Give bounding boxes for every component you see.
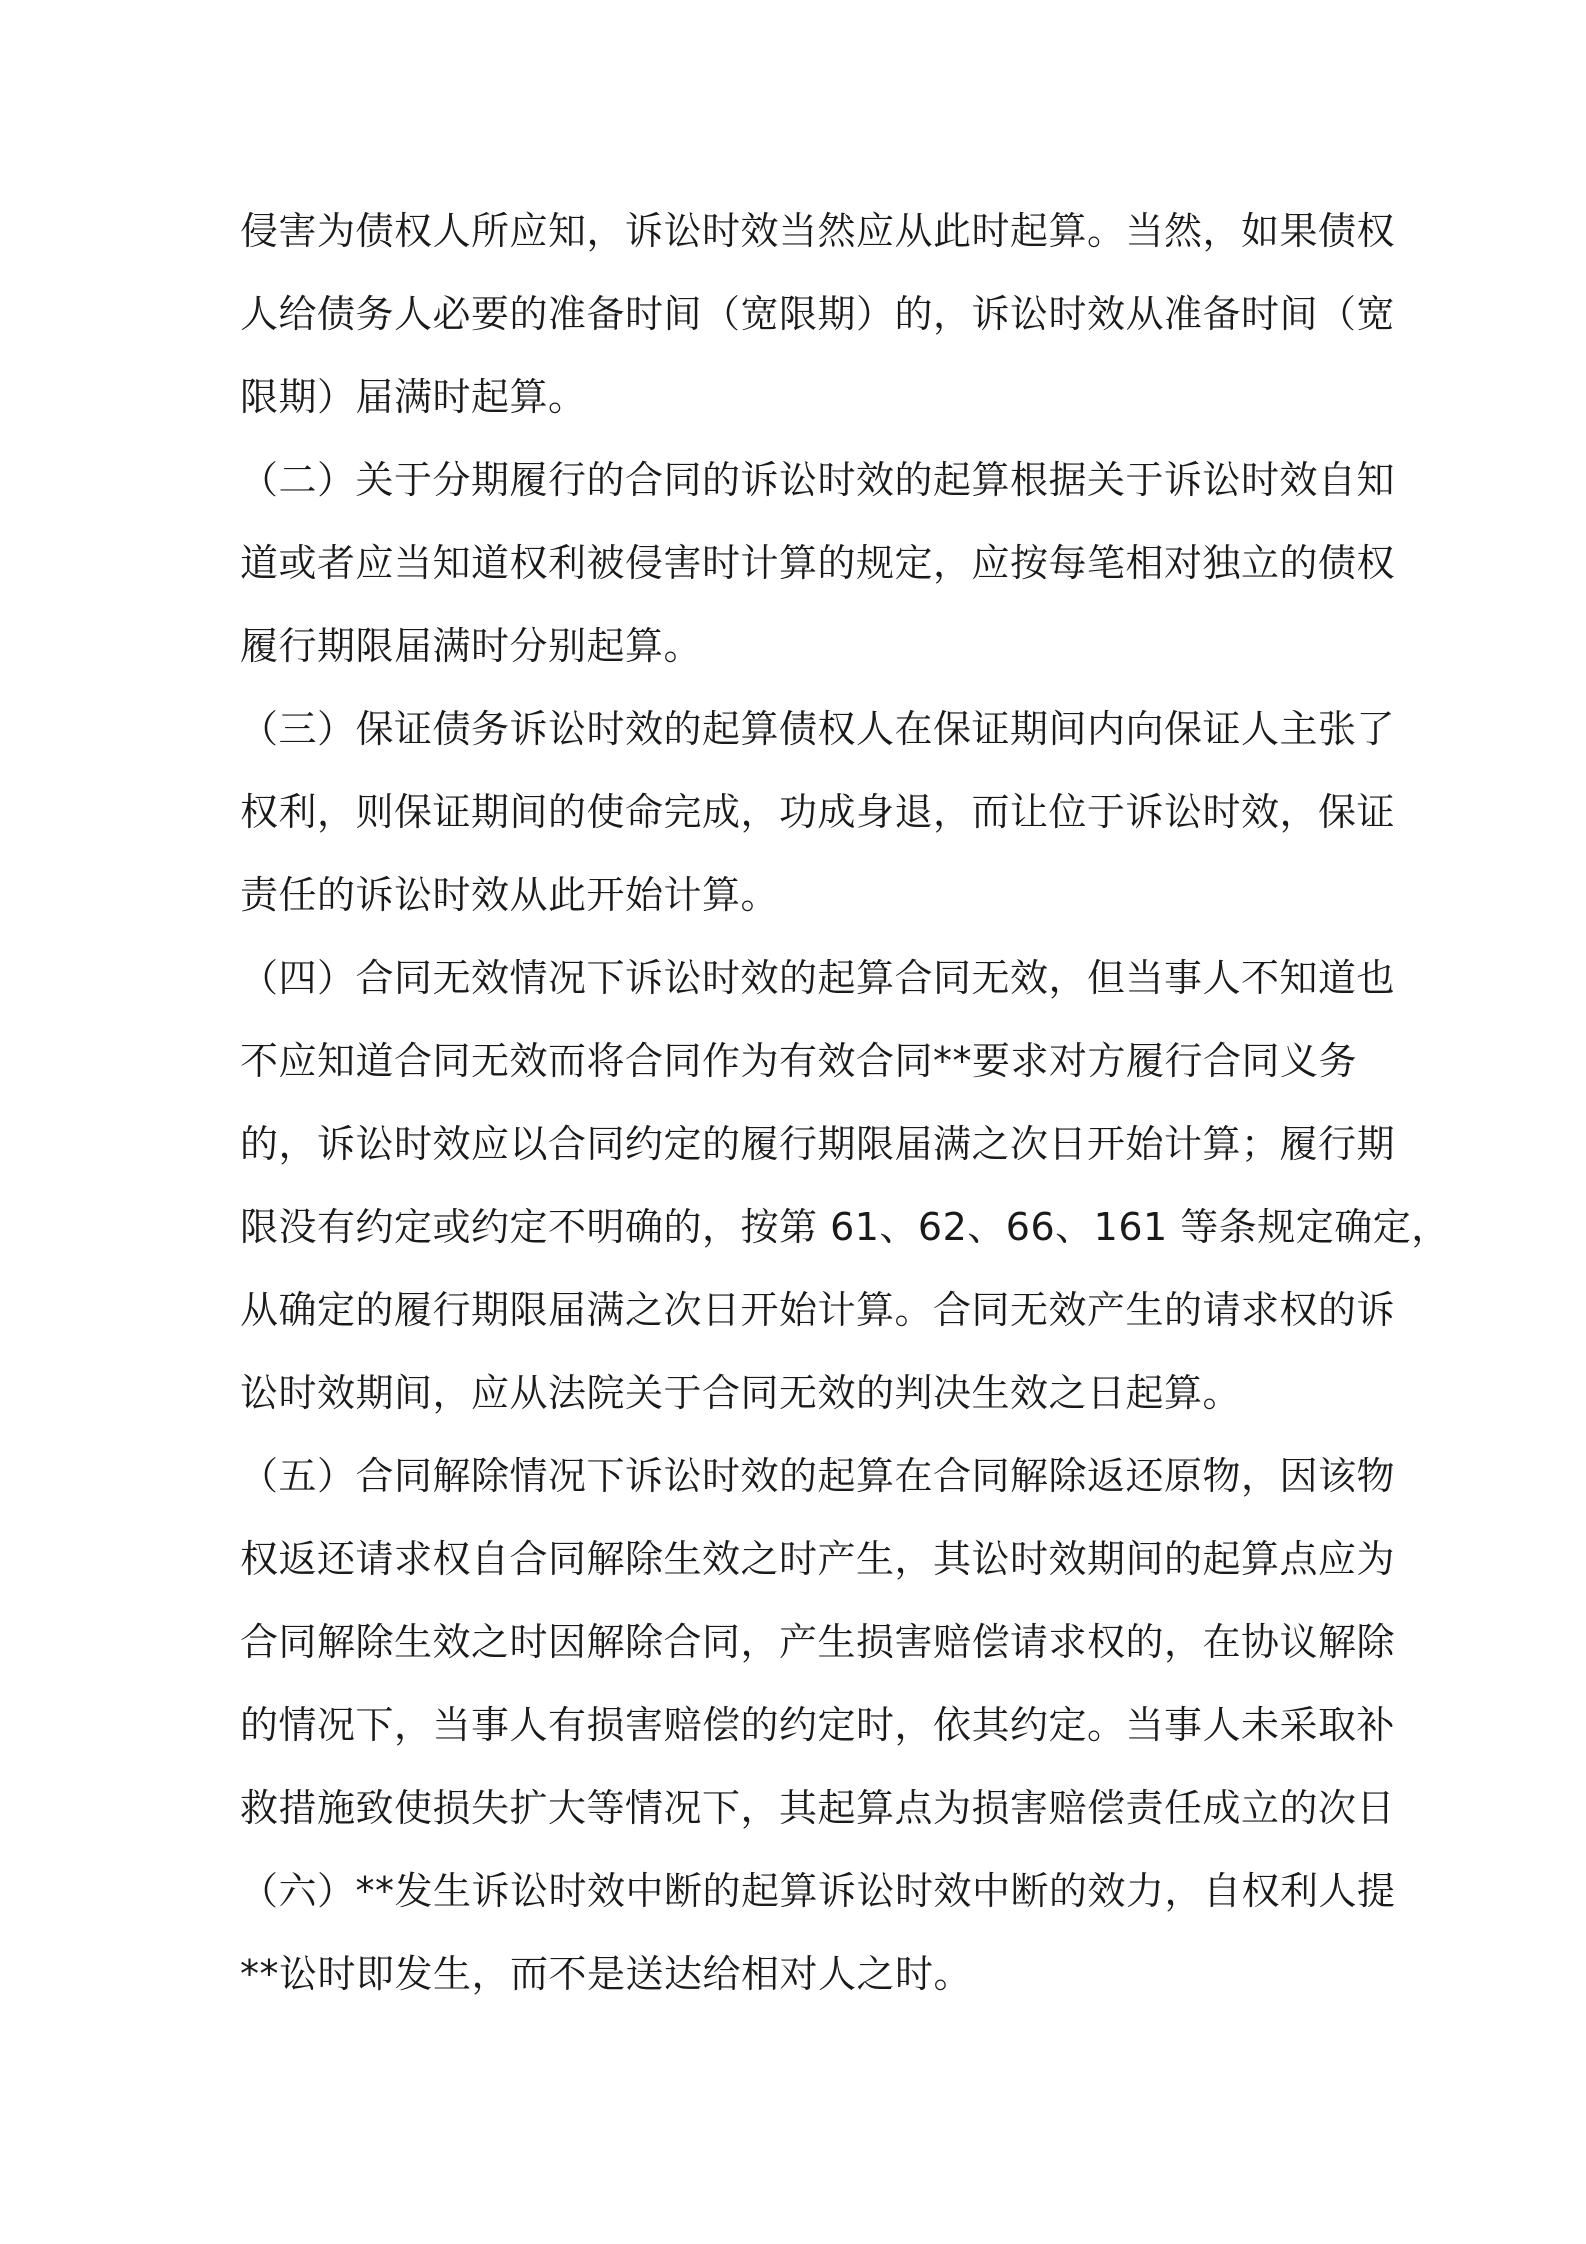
text-line: 从确定的履行期限届满之次日开始计算。合同无效产生的请求权的诉 (240, 1288, 1396, 1332)
text-line: （二）关于分期履行的合同的诉讼时效的起算根据关于诉讼时效自知 (240, 458, 1396, 502)
text-line: （六）**发生诉讼时效中断的起算诉讼时效中断的效力，自权利人提 (240, 1869, 1396, 1913)
text-line: 限没有约定或约定不明确的，按第 61、62、66、161 等条规定确定， (240, 1205, 1450, 1249)
text-line: （三）保证债务诉讼时效的起算债权人在保证期间内向保证人主张了 (240, 707, 1396, 751)
text-line: 的情况下，当事人有损害赔偿的约定时，依其约定。当事人未采取补 (240, 1703, 1396, 1747)
text-line: 救措施致使损失扩大等情况下，其起算点为损害赔偿责任成立的次日 (240, 1786, 1396, 1830)
body-text (240, 190, 1450, 2016)
text-line: 侵害为债权人所应知，诉讼时效当然应从此时起算。当然，如果债权 (240, 209, 1396, 253)
text-line: （四）合同无效情况下诉讼时效的起算合同无效，但当事人不知道也 (240, 956, 1396, 1000)
text-line: 限期）届满时起算。 (240, 375, 587, 419)
text-line: 权利，则保证期间的使命完成，功成身退，而让位于诉讼时效，保证 (240, 790, 1396, 834)
text-line: 道或者应当知道权利被侵害时计算的规定，应按每笔相对独立的债权 (240, 541, 1396, 585)
text-line: **讼时即发生，而不是送达给相对人之时。 (240, 1952, 973, 1996)
text-line: 讼时效期间，应从法院关于合同无效的判决生效之日起算。 (240, 1371, 1242, 1415)
text-line: 履行期限届满时分别起算。 (240, 624, 703, 668)
text-line: 人给债务人必要的准备时间（宽限期）的，诉讼时效从准备时间（宽 (240, 292, 1396, 336)
text-line: 权返还请求权自合同解除生效之时产生，其讼时效期间的起算点应为 (240, 1537, 1396, 1581)
text-line: 合同解除生效之时因解除合同，产生损害赔偿请求权的，在协议解除 (240, 1620, 1396, 1664)
text-line: 的，诉讼时效应以合同约定的履行期限届满之次日开始计算；履行期 (240, 1122, 1396, 1166)
text-line: （五）合同解除情况下诉讼时效的起算在合同解除返还原物，因该物 (240, 1454, 1396, 1498)
text-line: 不应知道合同无效而将合同作为有效合同**要求对方履行合同义务 (240, 1039, 1358, 1083)
text-line: 责任的诉讼时效从此开始计算。 (240, 873, 780, 917)
